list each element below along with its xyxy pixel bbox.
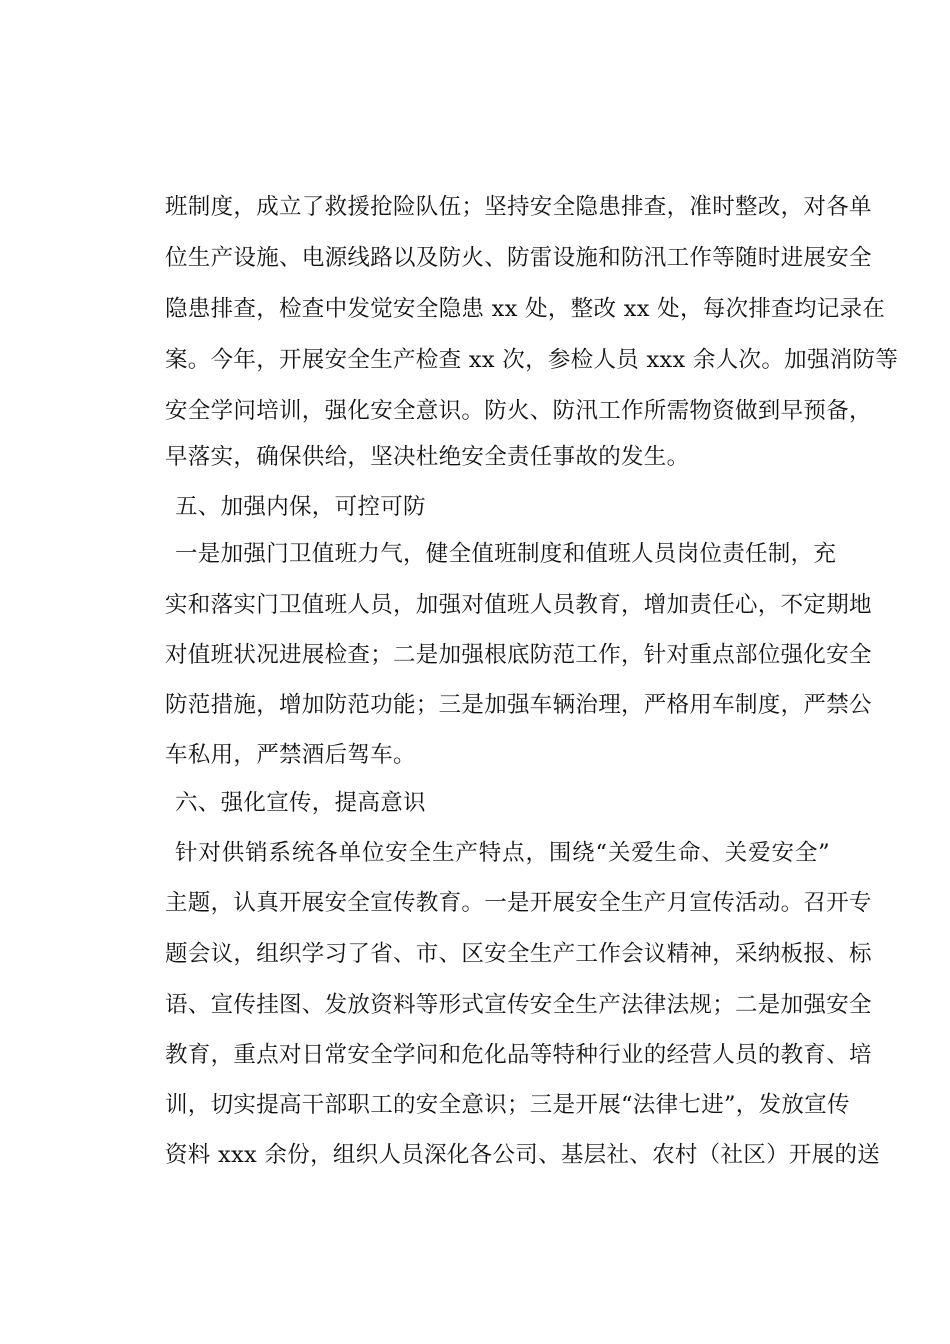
paragraph-line: 防范措施，增加防范功能；三是加强车辆治理，严格用车制度，严禁公: [165, 692, 872, 718]
paragraph-line: 一是加强门卫值班力气，健全值班制度和值班人员岗位责任制，充: [175, 541, 837, 567]
paragraph-line: 位生产设施、电源线路以及防火、防雷设施和防汛工作等随时进展安全: [165, 245, 872, 271]
paragraph-line: 安全学问培训，强化安全意识。防火、防汛工作所需物资做到早预备，: [165, 398, 872, 424]
section-heading-6: 六、强化宣传，提高意识: [175, 790, 426, 816]
paragraph-line: 训，切实提高干部职工的安全意识；三是开展“法律七进”，发放宣传: [165, 1092, 850, 1118]
paragraph-line: 题会议，组织学习了省、市、区安全生产工作会议精神，采纳板报、标: [165, 941, 872, 967]
paragraph-line: 资料 xxx 余份，组织人员深化各公司、基层社、农村（社区）开展的送: [165, 1142, 881, 1168]
paragraph-line: 对值班状况进展检查；二是加强根底防范工作，针对重点部位强化安全: [165, 642, 872, 668]
section-heading-5: [165, 489, 830, 525]
paragraph-line: 实和落实门卫值班人员，加强对值班人员教育，增加责任心，不定期地: [165, 592, 872, 618]
paragraph-line: 车私用，严禁酒后驾车。: [165, 742, 416, 768]
paragraph-line: 早落实，确保供给，坚决杜绝安全责任事故的发生。: [165, 444, 690, 470]
paragraph-line: 教育，重点对日常安全学问和危化品等特种行业的经营人员的教育、培: [165, 1042, 872, 1068]
paragraph-line: 语、宣传挂图、发放资料等形式宣传安全生产法律法规；二是加强安全: [165, 992, 872, 1018]
paragraph-line: 案。今年，开展安全生产检查 xx 次，参检人员 xxx 余人次。加强消防等: [165, 347, 899, 373]
paragraph-line: 班制度，成立了救援抢险队伍；坚持安全隐患排查，准时整改，对各单: [165, 194, 872, 220]
section-heading-5-text: 五、加强内保，可控可防: [175, 494, 426, 520]
paragraph-line: 主题，认真开展安全宣传教育。一是开展安全生产月宣传活动。召开专: [165, 890, 872, 916]
paragraph-line: 隐患排查，检查中发觉安全隐患 xx 处，整改 xx 处，每次排查均记录在: [165, 296, 886, 322]
paragraph-line: 针对供销系统各单位安全生产特点，围绕“关爱生命、关爱安全”: [175, 840, 830, 866]
